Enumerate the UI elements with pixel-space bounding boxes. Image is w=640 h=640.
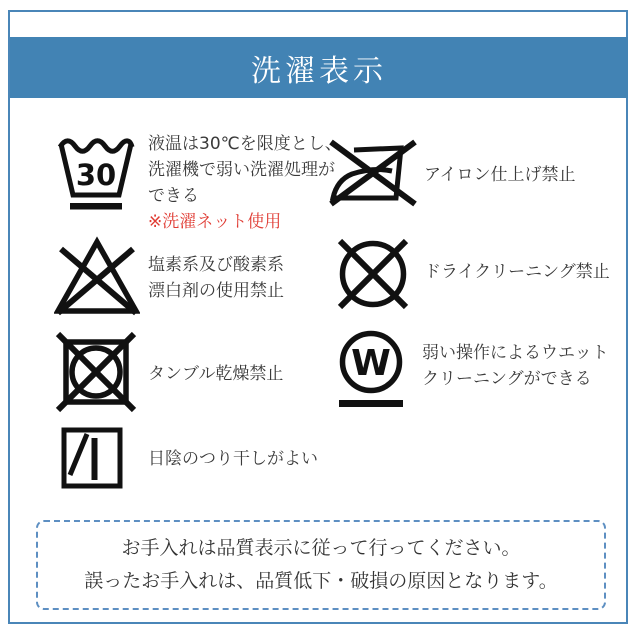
wet-cleaning-letter: W	[351, 343, 391, 384]
description-line: 日陰のつり干しがよい	[148, 449, 318, 469]
description-line: ドライクリーニング禁止	[424, 262, 610, 282]
wash-tub-30-gentle-icon	[56, 132, 136, 218]
care-item-description	[148, 361, 283, 387]
no-iron-icon	[329, 137, 417, 209]
description-line: 漂白剤の使用禁止	[148, 281, 284, 301]
care-item-description	[148, 131, 342, 235]
care-item-description	[422, 340, 609, 392]
description-line: できる	[148, 186, 199, 206]
description-line: 液温は30℃を限度とし、	[148, 134, 342, 154]
care-item-description	[424, 259, 610, 285]
care-item-description	[424, 162, 575, 188]
page-title: 洗濯表示	[251, 53, 387, 89]
description-line: 弱い操作によるウエット	[422, 343, 609, 363]
care-note-line: 誤ったお手入れは、品質低下・破損の原因となります。	[84, 570, 558, 592]
shade-hang-dry-icon	[60, 425, 124, 491]
wash-temp-label: 30	[75, 158, 117, 192]
wet-cleaning-gentle-icon	[332, 327, 410, 411]
description-line: クリーニングができる	[422, 369, 592, 389]
care-note-box	[36, 520, 606, 610]
wash-net-note: ※洗濯ネット使用	[148, 212, 282, 232]
description-line: タンブル乾燥禁止	[148, 364, 284, 384]
no-bleach-triangle-icon	[54, 233, 140, 319]
no-tumble-dry-icon	[55, 331, 137, 413]
no-dry-cleaning-icon	[332, 231, 414, 317]
care-note-line: お手入れは品質表示に従って行ってください。	[121, 537, 521, 559]
description-line: 洗濯機で弱い洗濯処理が	[148, 160, 335, 180]
description-line: アイロン仕上げ禁止	[424, 165, 576, 185]
care-item-description	[148, 446, 318, 472]
care-item-description	[148, 252, 284, 304]
header-banner	[10, 37, 628, 98]
description-line: 塩素系及び酸素系	[148, 255, 284, 275]
